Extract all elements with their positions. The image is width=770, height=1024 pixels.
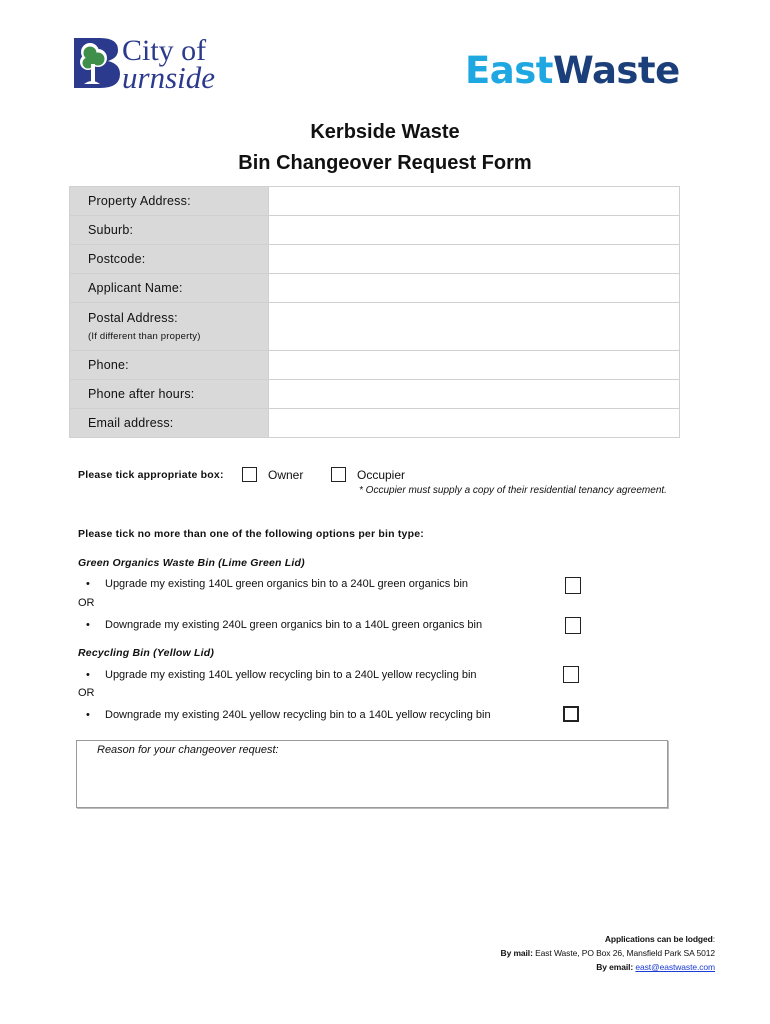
occupier-note: * Occupier must supply a copy of their residential tenancy agreement. xyxy=(359,485,667,496)
suburb-label: Suburb: xyxy=(70,216,269,245)
postal-address-field[interactable] xyxy=(269,303,680,351)
green-downgrade-checkbox[interactable] xyxy=(565,617,581,634)
postcode-label: Postcode: xyxy=(70,245,269,274)
recycling-bin-heading: Recycling Bin (Yellow Lid) xyxy=(78,647,215,659)
council-name-line2: urnside xyxy=(122,60,215,95)
recycling-upgrade-checkbox[interactable] xyxy=(563,666,579,683)
recycling-downgrade-checkbox[interactable] xyxy=(563,706,579,722)
phone-after-hours-label: Phone after hours: xyxy=(70,380,269,409)
options-instruction: Please tick no more than one of the following options per bin type: xyxy=(78,528,424,540)
postal-address-label: Postal Address: xyxy=(88,311,178,325)
occupier-checkbox[interactable] xyxy=(331,467,346,482)
recycling-downgrade-label: Downgrade my existing 240L yellow recycling bin to a 140L yellow recycling bin xyxy=(105,709,491,721)
phone-after-hours-field[interactable] xyxy=(269,380,680,409)
lodgement-heading: Applications can be lodged xyxy=(604,934,713,944)
lodgement-heading-line: Applications can be lodged: xyxy=(604,934,715,944)
table-row xyxy=(70,274,680,303)
form-title-line1: Kerbside Waste xyxy=(310,121,460,143)
email-line xyxy=(501,960,715,974)
email-label: By email: xyxy=(596,962,634,972)
table-row xyxy=(70,216,680,245)
eastwaste-logo-part1: East xyxy=(465,49,553,92)
recycling-upgrade-option xyxy=(86,669,477,681)
green-downgrade-label: Downgrade my existing 240L green organics bin to a 140L green organics bin xyxy=(105,619,483,631)
suburb-field[interactable] xyxy=(269,216,680,245)
bullet-icon: • xyxy=(86,709,90,721)
bullet-icon: • xyxy=(86,578,90,590)
owner-label: Owner xyxy=(268,468,304,482)
council-name-line1: City of xyxy=(122,34,207,67)
email-link[interactable]: east@eastwaste.com xyxy=(635,962,715,972)
green-bin-heading: Green Organics Waste Bin (Lime Green Lid) xyxy=(78,557,305,569)
reason-label: Reason for your changeover request: xyxy=(97,744,279,756)
reason-textarea[interactable] xyxy=(76,740,668,808)
or-separator: OR xyxy=(78,687,95,699)
applicant-details-table xyxy=(69,186,680,438)
applicant-name-field[interactable] xyxy=(269,274,680,303)
property-address-label: Property Address: xyxy=(70,187,269,216)
recycling-downgrade-option xyxy=(86,709,491,721)
phone-field[interactable] xyxy=(269,351,680,380)
postal-address-label-cell xyxy=(70,303,269,351)
eastwaste-logo-part2: Waste xyxy=(552,49,680,92)
eastwaste-logo xyxy=(465,49,680,92)
city-of-burnside-logo xyxy=(70,34,250,95)
phone-label: Phone: xyxy=(70,351,269,380)
green-downgrade-option xyxy=(86,619,482,631)
owner-checkbox[interactable] xyxy=(242,467,257,482)
table-row xyxy=(70,351,680,380)
applicant-name-label: Applicant Name: xyxy=(70,274,269,303)
ownership-prompt: Please tick appropriate box: xyxy=(78,469,224,481)
recycling-upgrade-label: Upgrade my existing 140L yellow recycling bin to a 240L yellow recycling bin xyxy=(105,669,477,681)
property-address-field[interactable] xyxy=(269,187,680,216)
lodgement-info xyxy=(501,932,715,974)
bullet-icon: • xyxy=(86,619,90,631)
table-row xyxy=(70,245,680,274)
table-row xyxy=(70,303,680,351)
table-row xyxy=(70,187,680,216)
tree-logo-icon xyxy=(70,34,126,90)
mail-line xyxy=(501,946,715,960)
table-row xyxy=(70,409,680,438)
or-separator: OR xyxy=(78,597,95,609)
table-row xyxy=(70,380,680,409)
bullet-icon: • xyxy=(86,669,90,681)
email-address-field[interactable] xyxy=(269,409,680,438)
postcode-field[interactable] xyxy=(269,245,680,274)
mail-label: By mail: xyxy=(500,948,533,958)
occupier-label: Occupier xyxy=(357,468,406,482)
email-address-label: Email address: xyxy=(70,409,269,438)
green-upgrade-option xyxy=(86,578,468,590)
green-upgrade-label: Upgrade my existing 140L green organics bin to a 240L green organics bin xyxy=(105,578,469,590)
form-title-line2: Bin Changeover Request Form xyxy=(238,152,532,174)
mail-address: East Waste, PO Box 26, Mansfield Park SA 5012 xyxy=(535,948,715,958)
postal-address-sublabel: (If different than property) xyxy=(88,331,201,342)
green-upgrade-checkbox[interactable] xyxy=(565,577,581,594)
